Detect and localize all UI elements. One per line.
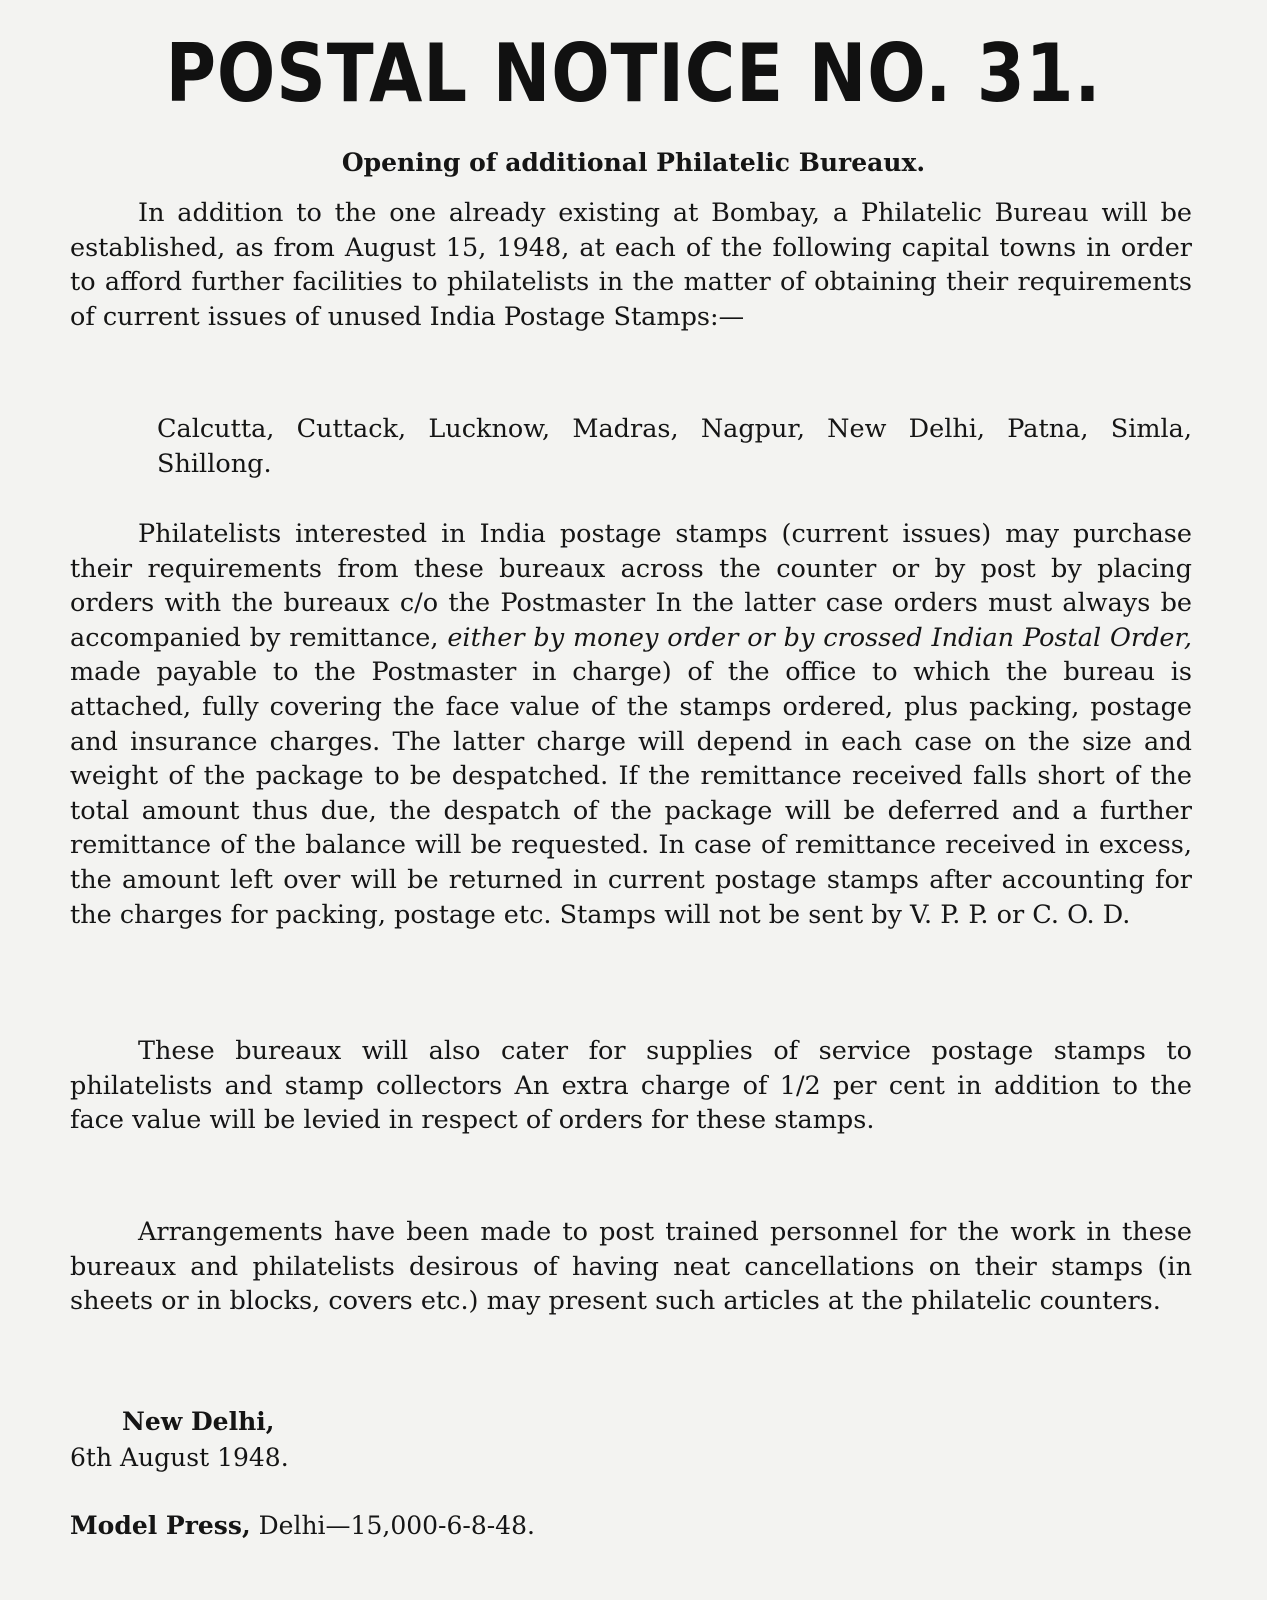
imprint-details: Delhi—15,000-6-8-48.	[258, 1511, 535, 1540]
notice-title: POSTAL NOTICE NO. 31.	[165, 27, 1102, 120]
ordering-payment-method: either by money order or by crossed Indian Postal Order,	[447, 622, 1192, 653]
issue-date: 6th August 1948.	[70, 1443, 289, 1472]
paragraph-bureau-establishment: In addition to the one already existing at Bombay, a Philatelic Bureau will be established, as from August 15, 1948, at each of the following capital towns in order to afford further facilities to philatelists in the matter of obtaining their requirements of current issues of unused India Postage Stamps:—	[70, 198, 1192, 332]
issue-place: New Delhi,	[122, 1407, 275, 1436]
printer-imprint	[70, 1509, 535, 1543]
ordering-text-1: Philatelists interested in India postage stamps (current issues) may purchase their requirements from these bureaux across the counter or by post by placing orders with the bureaux c/o the Postmaster In the latter case orders must always be accompanied by remittance,	[70, 519, 1192, 653]
notice-subtitle: Opening of additional Philatelic Bureaux.	[341, 148, 926, 177]
cities-list: Calcutta, Cuttack, Lucknow, Madras, Nagpur, New Delhi, Patna, Simla, Shillong.	[157, 414, 1192, 479]
ordering-text-2: made payable to the Postmaster in charge) of the office to which the bureau is attached, fully covering the face value of the stamps ordered, plus packing, postage and insurance charges. The latter charge will depend in each case on the size and weight of the package to be despatched. If the remittance received falls short of the total amount thus due, the despatch of the package will be deferred and a further remittance of the balance will be requested. In case of remittance received in excess, the amount left over will be returned in current postage stamps after accounting for the charges for packing, postage etc. Stamps will not be sent by V. P. P. or C. O. D.	[70, 657, 1192, 930]
press-name: Model Press,	[70, 1511, 251, 1540]
paragraph-arrangements: Arrangements have been made to post trained personnel for the work in these bureaux and philatelists desirous of having neat cancellations on their stamps (in sheets or in blocks, covers etc.) may present such articles at the philatelic counters.	[70, 1217, 1192, 1317]
paragraph-service-stamps: These bureaux will also cater for supplies of service postage stamps to philatelists and stamp collectors An extra charge of 1/2 per cent in addition to the face value will be levied in respect of orders for these stamps.	[70, 1036, 1192, 1136]
paragraph-ordering-instructions	[70, 517, 1192, 932]
